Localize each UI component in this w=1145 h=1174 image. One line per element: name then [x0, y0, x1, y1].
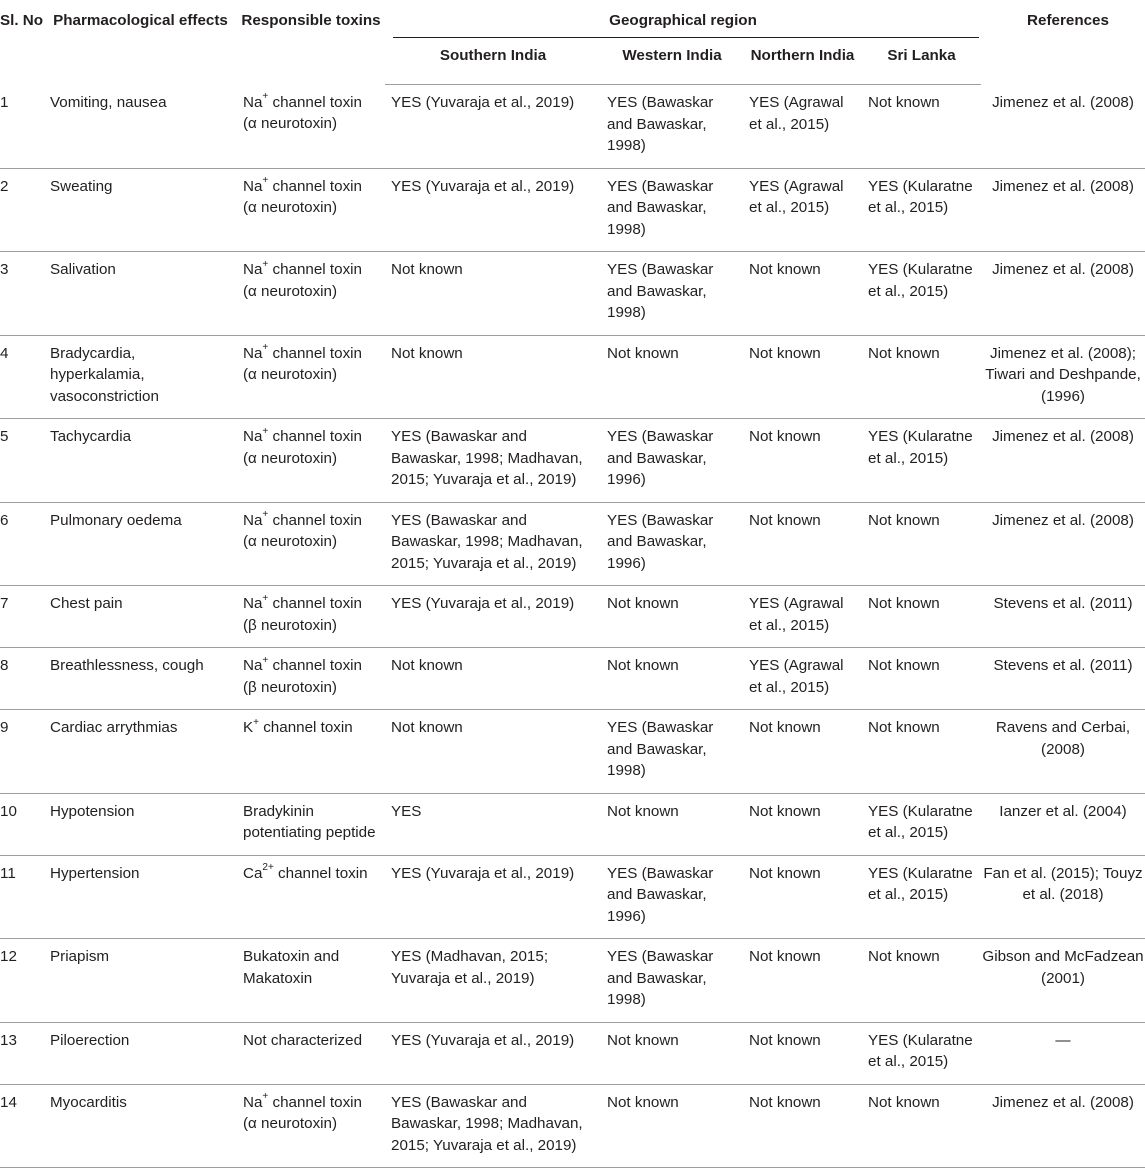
table-row [0, 168, 1145, 252]
cell-effect: Bradycardia, hyperkalamia, vasoconstriction [44, 335, 237, 419]
table-row [0, 252, 1145, 336]
table-row [0, 419, 1145, 503]
toxin-name: Na [243, 344, 263, 362]
toxin-detail: channel toxin (α neurotoxin) [243, 1093, 362, 1132]
cell-effect: Myocarditis [44, 1084, 237, 1168]
cell-sri-lanka: YES (Kularatne et al., 2015) [862, 793, 981, 855]
cell-western-india: Not known [601, 1022, 743, 1084]
row-number: 8 [0, 648, 44, 710]
header-srilanka: Sri Lanka [862, 38, 981, 85]
row-number: 5 [0, 419, 44, 503]
row-number: 10 [0, 793, 44, 855]
cell-reference: Stevens et al. (2011) [981, 586, 1145, 648]
cell-northern-india: YES (Agrawal et al., 2015) [743, 85, 862, 169]
toxin-detail: channel toxin (α neurotoxin) [243, 261, 362, 300]
cell-effect: Pulmonary oedema [44, 502, 237, 586]
cell-northern-india: Not known [743, 855, 862, 939]
toxin-detail: channel toxin (β neurotoxin) [243, 595, 362, 634]
table-row [0, 586, 1145, 648]
cell-reference: Jimenez et al. (2008) [981, 168, 1145, 252]
cell-sri-lanka: Not known [862, 586, 981, 648]
header-region-group [385, 0, 981, 38]
cell-toxin [237, 168, 385, 252]
toxin-charge: 2+ [262, 862, 274, 874]
header-region: Geographical region [609, 12, 757, 29]
cell-sri-lanka: Not known [862, 85, 981, 169]
cell-southern-india: YES [385, 793, 601, 855]
toxin-name: Na [243, 428, 263, 445]
cell-toxin [237, 419, 385, 503]
cell-effect: Sweating [44, 168, 237, 252]
cell-southern-india: YES (Yuvaraja et al., 2019) [385, 85, 601, 169]
cell-toxin [237, 710, 385, 794]
table-row [0, 85, 1145, 169]
cell-reference: Jimenez et al. (2008) [981, 419, 1145, 503]
cell-toxin [237, 252, 385, 336]
toxin-detail: channel toxin (α neurotoxin) [243, 93, 362, 132]
cell-sri-lanka: Not known [862, 1084, 981, 1168]
cell-reference: Ravens and Cerbai, (2008) [981, 710, 1145, 794]
cell-northern-india: Not known [743, 335, 862, 419]
cell-sri-lanka: YES (Kularatne et al., 2015) [862, 855, 981, 939]
cell-northern-india: Not known [743, 793, 862, 855]
cell-effect: Hypotension [44, 793, 237, 855]
cell-southern-india: YES (Bawaskar and Bawaskar, 1998; Madhavan, 2015; Yuvaraja et al., 2019) [385, 1084, 601, 1168]
cell-effect: Piloerection [44, 1022, 237, 1084]
table-header [0, 0, 1145, 85]
toxin-name: Ca [243, 864, 263, 882]
cell-southern-india: YES (Yuvaraja et al., 2019) [385, 1022, 601, 1084]
toxin-charge: + [253, 716, 259, 728]
cell-western-india: YES (Bawaskar and Bawaskar, 1998) [601, 85, 743, 169]
cell-toxin [237, 502, 385, 586]
cell-northern-india: Not known [743, 1084, 862, 1168]
cell-reference: Jimenez et al. (2008) [981, 1084, 1145, 1168]
cell-toxin [237, 648, 385, 710]
cell-sri-lanka: Not known [862, 710, 981, 794]
row-number: 2 [0, 168, 44, 252]
cell-sri-lanka: Not known [862, 648, 981, 710]
cell-effect: Salivation [44, 252, 237, 336]
toxin-name: Na [243, 657, 263, 674]
toxin-name: Na [243, 177, 263, 195]
toxin-detail: channel toxin [258, 719, 353, 736]
cell-southern-india: YES (Madhavan, 2015; Yuvaraja et al., 2019) [385, 939, 601, 1023]
header-western: Western India [601, 38, 743, 85]
toxin-charge: + [262, 1091, 269, 1103]
cell-reference: Stevens et al. (2011) [981, 648, 1145, 710]
toxin-name: Na [243, 261, 263, 278]
cell-reference: Jimenez et al. (2008) [981, 502, 1145, 586]
row-number: 11 [0, 855, 44, 939]
toxin-detail: channel toxin (α neurotoxin) [243, 428, 362, 467]
cell-sri-lanka: YES (Kularatne et al., 2015) [862, 1022, 981, 1084]
cell-western-india: Not known [601, 1084, 743, 1168]
row-number: 12 [0, 939, 44, 1023]
cell-western-india: YES (Bawaskar and Bawaskar, 1998) [601, 168, 743, 252]
toxin-charge: + [262, 342, 269, 354]
cell-effect: Cardiac arrythmias [44, 710, 237, 794]
table-row [0, 502, 1145, 586]
toxin-name: K [243, 719, 254, 736]
cell-southern-india: Not known [385, 252, 601, 336]
toxin-charge: + [262, 258, 269, 270]
row-number: 6 [0, 502, 44, 586]
cell-western-india: Not known [601, 793, 743, 855]
cell-northern-india: Not known [743, 419, 862, 503]
table-row [0, 1084, 1145, 1168]
cell-toxin [237, 939, 385, 1023]
row-number: 3 [0, 252, 44, 336]
cell-western-india: Not known [601, 335, 743, 419]
cell-sri-lanka: Not known [862, 939, 981, 1023]
row-number: 1 [0, 85, 44, 169]
cell-reference: Gibson and McFadzean (2001) [981, 939, 1145, 1023]
cell-northern-india: YES (Agrawal et al., 2015) [743, 586, 862, 648]
cell-toxin [237, 1084, 385, 1168]
cell-reference: — [981, 1022, 1145, 1084]
table-row [0, 855, 1145, 939]
table-row [0, 710, 1145, 794]
toxin-charge: + [262, 509, 269, 521]
cell-northern-india: Not known [743, 252, 862, 336]
cell-southern-india: YES (Yuvaraja et al., 2019) [385, 586, 601, 648]
header-northern: Northern India [743, 38, 862, 85]
header-sl-no: Sl. No [0, 12, 44, 29]
toxin-charge: + [262, 175, 269, 187]
cell-southern-india: YES (Bawaskar and Bawaskar, 1998; Madhavan, 2015; Yuvaraja et al., 2019) [385, 502, 601, 586]
toxin-detail: channel toxin (α neurotoxin) [243, 177, 362, 216]
cell-northern-india: Not known [743, 710, 862, 794]
cell-effect: Tachycardia [44, 419, 237, 503]
cell-toxin [237, 1022, 385, 1084]
row-number: 13 [0, 1022, 44, 1084]
cell-sri-lanka: Not known [862, 502, 981, 586]
cell-southern-india: YES (Bawaskar and Bawaskar, 1998; Madhavan, 2015; Yuvaraja et al., 2019) [385, 419, 601, 503]
cell-reference: Fan et al. (2015); Touyz et al. (2018) [981, 855, 1145, 939]
cell-western-india: Not known [601, 586, 743, 648]
toxin-name: Na [243, 511, 263, 529]
cell-western-india: YES (Bawaskar and Bawaskar, 1996) [601, 855, 743, 939]
table-row [0, 648, 1145, 710]
cell-southern-india: Not known [385, 710, 601, 794]
toxin-name: Bradykinin potentiating peptide [243, 802, 376, 841]
toxin-name: Na [243, 595, 263, 612]
row-number: 4 [0, 335, 44, 419]
cell-effect: Vomiting, nausea [44, 85, 237, 169]
table-row [0, 1022, 1145, 1084]
cell-western-india: YES (Bawaskar and Bawaskar, 1998) [601, 710, 743, 794]
cell-toxin [237, 793, 385, 855]
cell-reference: Jimenez et al. (2008) [981, 252, 1145, 336]
cell-effect: Priapism [44, 939, 237, 1023]
cell-reference: Jimenez et al. (2008) [981, 85, 1145, 169]
cell-reference: Jimenez et al. (2008); Tiwari and Deshpande, (1996) [981, 335, 1145, 419]
cell-sri-lanka: YES (Kularatne et al., 2015) [862, 419, 981, 503]
cell-southern-india: YES (Yuvaraja et al., 2019) [385, 855, 601, 939]
cell-southern-india: Not known [385, 648, 601, 710]
header-toxins: Responsible toxins [241, 12, 381, 29]
cell-western-india: YES (Bawaskar and Bawaskar, 1996) [601, 502, 743, 586]
cell-northern-india: Not known [743, 502, 862, 586]
header-effects: Pharmacological effects [53, 12, 228, 29]
toxin-charge: + [262, 654, 269, 666]
table-row [0, 335, 1145, 419]
cell-effect: Hypertension [44, 855, 237, 939]
cell-northern-india: Not known [743, 939, 862, 1023]
cell-northern-india: YES (Agrawal et al., 2015) [743, 648, 862, 710]
toxin-name: Na [243, 93, 263, 111]
header-southern: Southern India [385, 38, 601, 85]
cell-toxin [237, 586, 385, 648]
toxin-name: Not characterized [243, 1031, 363, 1049]
row-number: 7 [0, 586, 44, 648]
cell-western-india: YES (Bawaskar and Bawaskar, 1996) [601, 419, 743, 503]
toxin-charge: + [262, 91, 269, 103]
cell-sri-lanka: YES (Kularatne et al., 2015) [862, 168, 981, 252]
cell-western-india: Not known [601, 648, 743, 710]
cell-northern-india: Not known [743, 1022, 862, 1084]
toxin-name: Na [243, 1093, 263, 1111]
toxin-name: Bukatoxin and Makatoxin [243, 948, 340, 987]
cell-toxin [237, 855, 385, 939]
header-references: References [1027, 12, 1109, 29]
cell-toxin [237, 85, 385, 169]
cell-effect: Breathlessness, cough [44, 648, 237, 710]
cell-sri-lanka: YES (Kularatne et al., 2015) [862, 252, 981, 336]
toxin-detail: channel toxin [273, 864, 368, 882]
cell-northern-india: YES (Agrawal et al., 2015) [743, 168, 862, 252]
cell-western-india: YES (Bawaskar and Bawaskar, 1998) [601, 252, 743, 336]
cell-sri-lanka: Not known [862, 335, 981, 419]
table-row [0, 793, 1145, 855]
toxin-detail: channel toxin (α neurotoxin) [243, 511, 362, 550]
cell-western-india: YES (Bawaskar and Bawaskar, 1998) [601, 939, 743, 1023]
cell-effect: Chest pain [44, 586, 237, 648]
cell-toxin [237, 335, 385, 419]
toxin-detail: channel toxin (α neurotoxin) [243, 344, 362, 383]
table-body [0, 85, 1145, 1168]
row-number: 14 [0, 1084, 44, 1168]
cell-southern-india: YES (Yuvaraja et al., 2019) [385, 168, 601, 252]
cell-southern-india: Not known [385, 335, 601, 419]
table-row [0, 939, 1145, 1023]
row-number: 9 [0, 710, 44, 794]
toxin-charge: + [262, 425, 269, 437]
toxin-detail: channel toxin (β neurotoxin) [243, 657, 362, 696]
toxin-charge: + [262, 592, 269, 604]
cell-reference: Ianzer et al. (2004) [981, 793, 1145, 855]
